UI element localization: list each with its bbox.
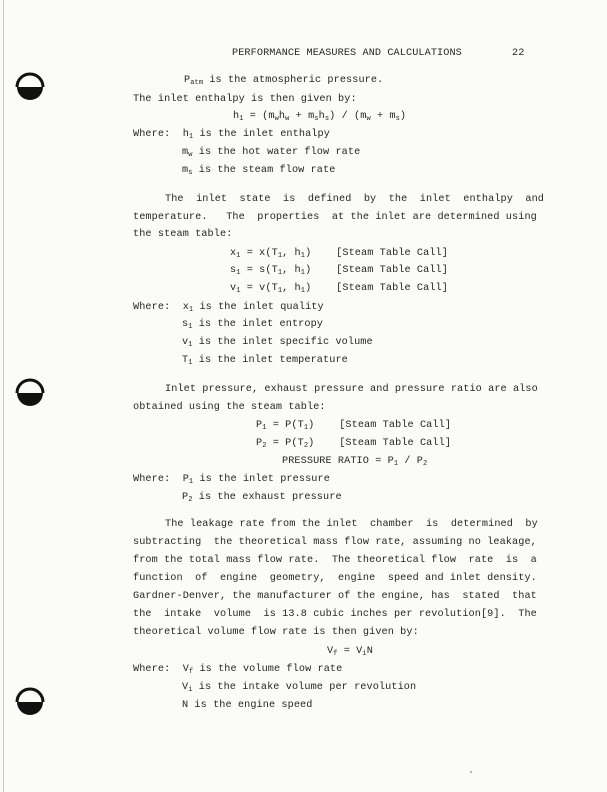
paragraph-3-line-2: subtracting the theoretical mass flow rate, assuming no leakage, [133,537,537,548]
binder-hole-top-icon [13,70,47,104]
definition-mw: $m_w$ is the hot water flow rate [182,147,361,159]
equation-s1: $s_1 = s(T_1$, $h_1$) [Steam Table Call] [230,265,448,277]
paragraph-3-line-6: the intake volume is 13.8 cubic inches per revolution[9]. The [133,609,537,620]
definition-ms: $m_s$ is the steam flow rate [182,165,336,177]
where-x1: Where: $x_1$ is the inlet quality [133,302,324,314]
paragraph-3-line-5: Gardner-Denver, the manufacturer of the engine, has stated that [133,591,537,602]
equation-h1: $h_1 = (m_wh_w + m_sh_s) / (m_w + m_s)$ [233,111,407,123]
equation-P1: $P_1 = P(T_1)$ [Steam Table Call] [256,420,452,432]
equation-vf: $V_f = V_iN$ [327,646,373,658]
paragraph-1-line-1: The inlet state is defined by the inlet enthalpy and [165,194,545,205]
equation-v1: $v_1 = v(T_1$, $h_1$) [Steam Table Call] [230,283,448,295]
paragraph-2-line-2: obtained using the steam table: [133,402,326,413]
definition-vi: $V_i$ is the intake volume per revolution [182,682,417,694]
paragraph-3-line-7: theoretical volume flow rate is then given by: [133,627,419,638]
paragraph-3-line-4: function of engine geometry, engine speed and inlet density. [133,573,537,584]
paragraph-2-line-1: Inlet pressure, exhaust pressure and pressure ratio are also [165,384,538,395]
where-vf: Where: $V_f$ is the volume flow rate [133,664,343,676]
definition-N: N is the engine speed [182,700,313,711]
equation-x1: $x_1 = x(T_1$, $h_1$) [Steam Table Call] [230,248,448,260]
page-edge-line [3,0,4,792]
patm-definition: $P_{atm}$ is the atmospheric pressure. [184,75,384,87]
paragraph-3-line-1: The leakage rate from the inlet chamber is determined by [165,519,538,530]
definition-P2: $P_2$ is the exhaust pressure [182,492,342,504]
scan-speck [470,771,472,773]
equation-pressure-ratio: PRESSURE RATIO = $P_1 / P_2$ [282,456,428,468]
where-P1: Where: $P_1$ is the inlet pressure [133,474,330,486]
inlet-enthalpy-intro: The inlet enthalpy is then given by: [133,94,357,105]
paragraph-1-line-3: the steam table: [133,229,233,240]
equation-P2: $P_2 = P(T_2)$ [Steam Table Call] [256,438,452,450]
definition-v1: $v_1$ is the inlet specific volume [182,337,373,349]
paragraph-1-line-2: temperature. The properties at the inlet are determined using [133,212,537,223]
where-h1: Where: $h_1$ is the inlet enthalpy [133,129,330,141]
binder-hole-middle-icon [13,376,47,410]
running-header-title: PERFORMANCE MEASURES AND CALCULATIONS [232,48,462,59]
definition-T1: $T_1$ is the inlet temperature [182,355,348,367]
binder-hole-bottom-icon [13,685,47,719]
paragraph-3-line-3: from the total mass flow rate. The theoretical flow rate is a [133,555,537,566]
definition-s1: $s_1$ is the inlet entropy [182,319,324,331]
page-number: 22 [512,48,525,59]
